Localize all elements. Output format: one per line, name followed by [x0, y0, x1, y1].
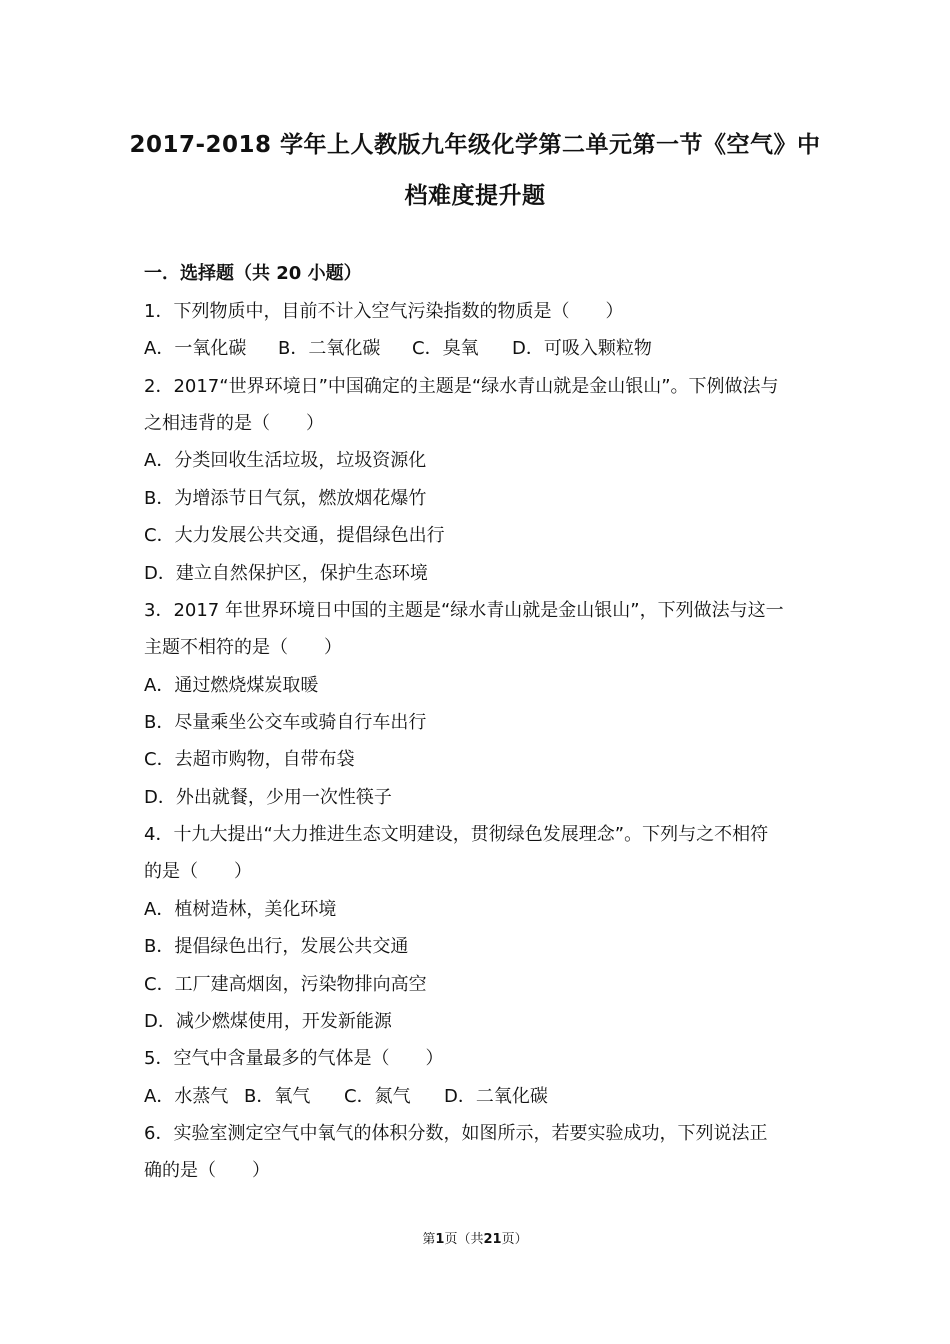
question-1-stem: 1．下列物质中，目前不计入空气污染指数的物质是（ ）: [144, 301, 624, 322]
option-b: B．二氧化碳: [278, 338, 381, 359]
question-4-option-c: C．工厂建高烟囱，污染物排向高空: [144, 974, 427, 995]
question-5-options: [144, 1082, 548, 1108]
question-3-stem-line-2: 主题不相符的是（ ）: [144, 637, 342, 658]
question-4-option-b: B．提倡绿色出行，发展公共交通: [144, 936, 409, 957]
question-2-stem-line-1: 2．2017“世界环境日”中国确定的主题是“绿水青山就是金山银山”。下例做法与: [144, 376, 779, 397]
question-4-option-a: A．植树造林，美化环境: [144, 899, 337, 920]
question-2-stem-line-2: 之相违背的是（ ）: [144, 413, 324, 434]
page-footer: [0, 1228, 950, 1247]
question-2-option-a: A．分类回收生活垃圾，垃圾资源化: [144, 450, 427, 471]
footer-suffix: 页）: [501, 1232, 528, 1247]
question-2-option-b: B．为增添节日气氛，燃放烟花爆竹: [144, 488, 427, 509]
option-d: D．可吸入颗粒物: [512, 338, 652, 359]
document-title-line-2: 档难度提升题: [404, 183, 546, 209]
question-4-option-d: D．减少燃煤使用，开发新能源: [144, 1011, 392, 1032]
option-a: A．水蒸气: [144, 1086, 229, 1107]
footer-middle: 页（共: [444, 1232, 484, 1247]
footer-page-number: 1: [435, 1232, 445, 1247]
question-5-stem: 5．空气中含量最多的气体是（ ）: [144, 1048, 444, 1069]
question-3-option-b: B．尽量乘坐公交车或骑自行车出行: [144, 712, 427, 733]
option-c: C．臭氧: [412, 338, 479, 359]
option-d: D．二氧化碳: [444, 1086, 548, 1107]
question-3-stem-line-1: 3．2017 年世界环境日中国的主题是“绿水青山就是金山银山”，下列做法与这一: [144, 600, 784, 621]
question-6-stem-line-1: 6．实验室测定空气中氧气的体积分数，如图所示，若要实验成功，下列说法正: [144, 1123, 768, 1144]
question-4-stem-line-1: 4．十九大提出“大力推进生态文明建设，贯彻绿色发展理念”。下列与之不相符: [144, 824, 769, 845]
question-1-options: [144, 334, 652, 360]
footer-total-pages: 21: [483, 1232, 502, 1247]
document-title-line-1: 2017-2018 学年上人教版九年级化学第二单元第一节《空气》中: [129, 132, 821, 158]
question-3-option-a: A．通过燃烧煤炭取暖: [144, 675, 319, 696]
question-2-option-d: D．建立自然保护区，保护生态环境: [144, 563, 428, 584]
question-2-option-c: C．大力发展公共交通，提倡绿色出行: [144, 525, 445, 546]
section-heading: 一．选择题（共 20 小题）: [144, 263, 362, 284]
question-3-option-d: D．外出就餐，少用一次性筷子: [144, 787, 392, 808]
question-3-option-c: C．去超市购物，自带布袋: [144, 749, 355, 770]
footer-prefix: 第: [422, 1232, 436, 1247]
option-c: C．氮气: [344, 1086, 411, 1107]
option-a: A．一氧化碳: [144, 338, 247, 359]
question-6-stem-line-2: 确的是（ ）: [144, 1160, 270, 1181]
question-4-stem-line-2: 的是（ ）: [144, 861, 252, 882]
option-b: B．氧气: [244, 1086, 311, 1107]
